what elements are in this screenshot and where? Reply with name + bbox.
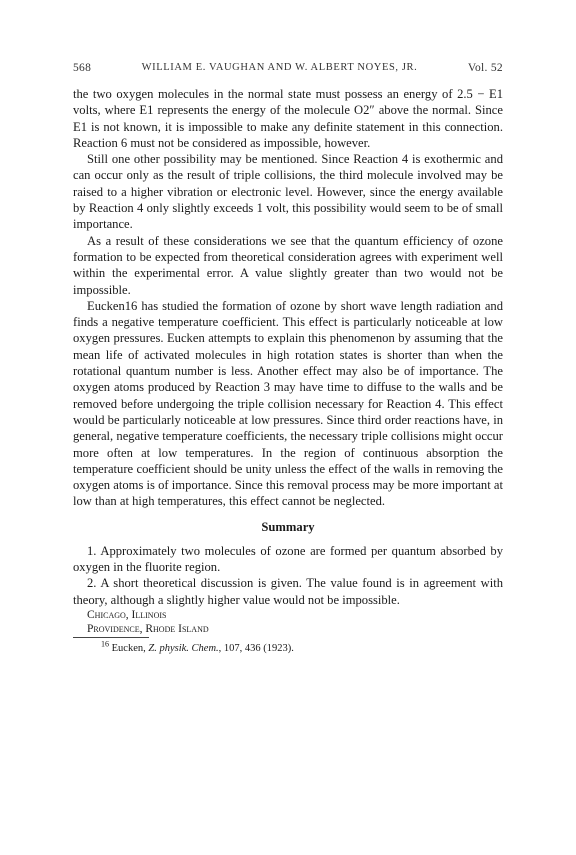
volume-label: Vol. 52 <box>467 62 503 74</box>
page-number: 568 <box>73 62 92 74</box>
footnote-text-after: , 107, 436 (1923). <box>218 642 294 654</box>
footnote-rule <box>73 637 149 638</box>
paragraph-4: Eucken16 has studied the formation of ozone by short wave length radiation and finds a negative temperature coefficient. This effect is particularly noticeable at low oxygen pressures. Eucken attempts to explain this phenomenon by assuming that the mean life of activated molecules in high rotation states is shorter than when the rotational quantum number is less. Another effect may also be of importance. The oxygen atoms produced by Reaction 3 may have time to diffuse to the walls and be removed before undergoing the triple collision necessary for Reaction 4. This effect would be particularly noticeable at low pressures. Since third order reactions have, in general, negative temperature coefficients, the necessary triple collisions might occur more often at low temperatures. In the region of continuous absorption the temperature coefficient should be unity unless the effect of the walls in removing the oxygen atoms is of importance. Since this removal process may be more important at low than at high temperatures, this effect cannot be neglected. <box>73 298 503 509</box>
summary-item-2: 2. A short theoretical discussion is given. The value found is in agreement with theory, although a slightly higher value would not be impossible. <box>73 576 503 607</box>
summary-heading: Summary <box>261 519 315 534</box>
paragraph-2: Still one other possibility may be mentioned. Since Reaction 4 is exothermic and can occur only as the result of triple collisions, the third molecule involved may be raised to a higher vibration or electronic level. However, since the energy available by Reaction 4 only slightly exceeds 1 volt, this possibility would seem to be of small importance. <box>73 152 503 232</box>
footnote-marker: 16 <box>101 639 109 649</box>
running-authors: WILLIAM E. VAUGHAN AND W. ALBERT NOYES, JR. <box>141 62 418 73</box>
journal-page <box>73 62 503 655</box>
article-body <box>73 86 503 510</box>
footnote-text-before: Eucken, <box>109 642 149 654</box>
running-header <box>73 62 503 74</box>
place-chicago: Chicago, Illinois <box>87 608 167 621</box>
place-providence: Providence, Rhode Island <box>87 622 209 635</box>
summary-item-1: 1. Approximately two molecules of ozone are formed per quantum absorbed by oxygen in the fluorite region. <box>73 543 503 575</box>
paragraph-1-text: the two oxygen molecules in the normal state must possess an energy of 2.5 − E1 volts, where E1 represents the energy of the molecule O2″ above the normal. Since E1 is not known, it is impossible to make any definite statement in this connection. Reaction 6 must not be considered as impossible, however. <box>73 87 503 150</box>
footnote-16 <box>73 639 503 655</box>
paragraph-1 <box>73 86 503 151</box>
paragraph-3: As a result of these considerations we see that the quantum efficiency of ozone formation to be expected from theoretical consideration agrees with experiment well within the experimental error. A value slightly greater than two would not be impossible. <box>73 233 503 297</box>
footnote-journal: Z. physik. Chem. <box>148 642 219 654</box>
